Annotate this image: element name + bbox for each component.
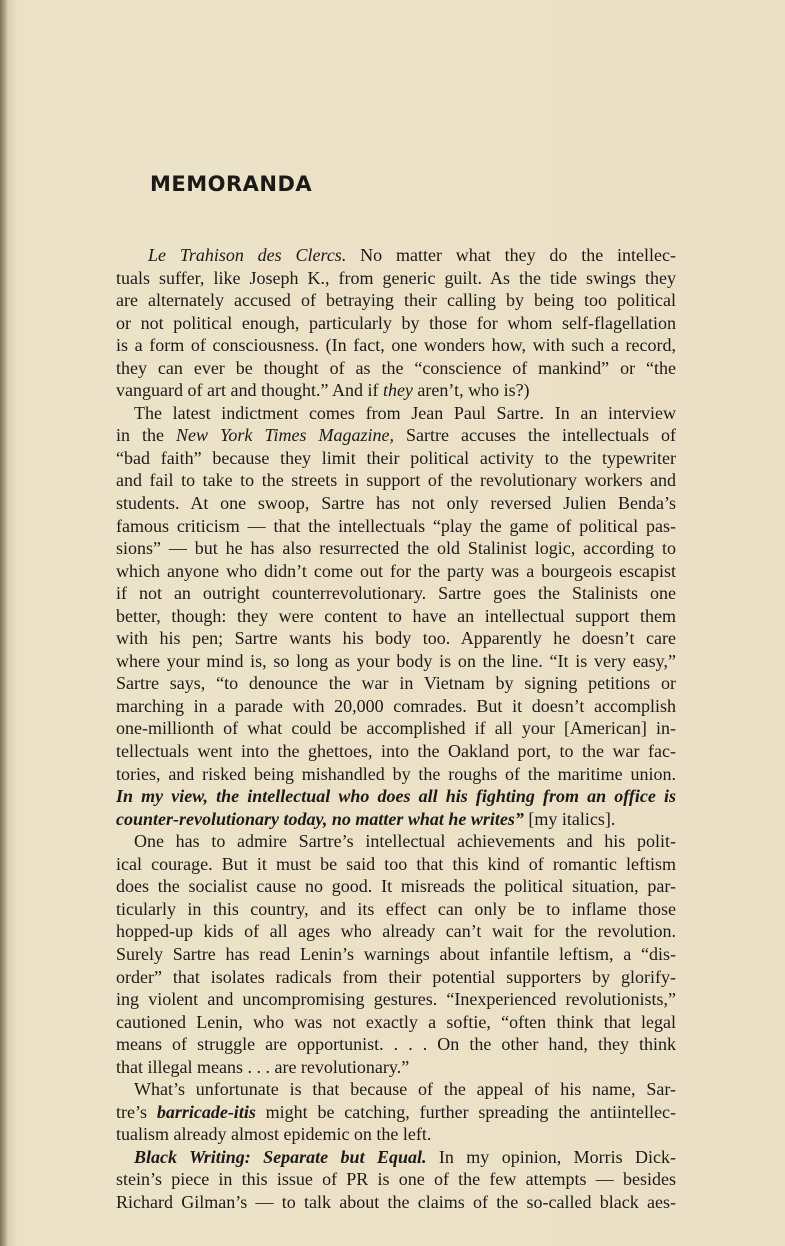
text-run: one-millionth of what could be accomplished if all your [American] in- bbox=[116, 718, 676, 739]
italic-run: Black Writing: Separate but Equal. bbox=[134, 1146, 427, 1167]
text-run: and fail to take to the streets in support of the revolutionary workers and bbox=[116, 470, 676, 491]
text-line bbox=[116, 1033, 676, 1056]
book-spine-shadow bbox=[0, 0, 8, 1246]
text-run: The latest indictment comes from Jean Paul Sartre. In an interview bbox=[134, 402, 676, 423]
text-line bbox=[116, 943, 676, 966]
text-run: students. At one swoop, Sartre has not only reversed Julien Benda’s bbox=[116, 493, 676, 514]
text-run: are alternately accused of betraying their calling by being too political bbox=[116, 290, 676, 311]
text-run: tories, and risked being mishandled by the roughs of the maritime union. bbox=[116, 763, 676, 784]
text-run: Sartre says, “to denounce the war in Vietnam by signing petitions or bbox=[116, 673, 676, 694]
text-line bbox=[116, 267, 676, 290]
text-run: sions” — but he has also resurrected the old Stalinist logic, according to bbox=[116, 538, 676, 559]
text-run: tellectuals went into the ghettoes, into the Oakland port, to the war fac- bbox=[116, 741, 676, 762]
text-line bbox=[116, 785, 676, 808]
text-run: if not an outright counterrevolutionary. Sartre goes the Stalinists one bbox=[116, 583, 676, 604]
text-run: that illegal means . . . are revolutionary.” bbox=[116, 1056, 410, 1077]
text-run: One has to admire Sartre’s intellectual achievements and his polit- bbox=[134, 831, 676, 852]
text-line bbox=[116, 966, 676, 989]
text-run: hopped-up kids of all ages who already can’t wait for the revolution. bbox=[116, 921, 676, 942]
text-line bbox=[116, 334, 676, 357]
text-line bbox=[116, 1056, 676, 1079]
text-line bbox=[116, 853, 676, 876]
text-line bbox=[116, 763, 676, 786]
text-line: counter-revolutionary today, no matter what he writes” [my italics]. bbox=[116, 808, 616, 829]
text-run: better, though: they were content to have an intellectual support them bbox=[116, 605, 676, 626]
text-line bbox=[116, 875, 676, 898]
text-line bbox=[116, 1123, 676, 1146]
text-line bbox=[116, 920, 676, 943]
text-line bbox=[116, 560, 676, 583]
text-line bbox=[116, 357, 676, 380]
text-line bbox=[116, 1011, 676, 1034]
text-run: or not political enough, particularly by those for whom self-flagellation bbox=[116, 312, 676, 333]
text-run: ical courage. But it must be said too that this kind of romantic leftism bbox=[116, 853, 676, 874]
italic-run: In my view, the intellectual who does all his fighting from an office is bbox=[116, 786, 676, 807]
italic-run: Le Trahison des Clercs. bbox=[148, 245, 347, 265]
text-run: they can ever be thought of as the “conscience of mankind” or “the bbox=[116, 357, 676, 378]
text-line bbox=[116, 650, 676, 673]
text-run: “bad faith” because they limit their political activity to the typewriter bbox=[116, 447, 676, 468]
text-line bbox=[116, 672, 676, 695]
text-line bbox=[116, 515, 676, 538]
text-line bbox=[116, 312, 676, 335]
text-line bbox=[116, 537, 676, 560]
italic-run: counter-revolutionary today, no matter what he writes” bbox=[116, 808, 524, 829]
text-line bbox=[116, 447, 676, 470]
article-body bbox=[116, 244, 676, 1214]
italic-run: they bbox=[382, 380, 413, 401]
text-line: tre’s barricade-itis might be catching, further spreading the antiintellec- bbox=[116, 1101, 676, 1122]
text-run: marching in a parade with 20,000 comrades. But it doesn’t accomplish bbox=[116, 695, 676, 716]
text-line bbox=[116, 1191, 676, 1214]
italic-run: New York Times Magazine, bbox=[176, 425, 394, 446]
text-line: Le Trahison des Clercs. No matter what they do the intellec- bbox=[148, 245, 676, 265]
text-run: with his pen; Sartre wants his body too. Apparently he doesn’t care bbox=[116, 628, 676, 649]
text-run: cautioned Lenin, who was not exactly a softie, “often think that legal bbox=[116, 1011, 676, 1032]
text-line bbox=[116, 1078, 676, 1101]
text-line bbox=[116, 1168, 676, 1191]
text-line bbox=[116, 492, 676, 515]
text-run: does the socialist cause no good. It misreads the political situation, par- bbox=[116, 876, 676, 897]
text-run: tualism already almost epidemic on the left. bbox=[116, 1124, 432, 1145]
text-run: stein’s piece in this issue of PR is one of the few attempts — besides bbox=[116, 1169, 676, 1190]
text-line bbox=[116, 695, 676, 718]
section-title: MEMORANDA bbox=[150, 172, 313, 196]
text-line bbox=[116, 988, 676, 1011]
text-run: tuals suffer, like Joseph K., from generic guilt. As the tide swings they bbox=[116, 267, 676, 288]
text-line bbox=[116, 289, 676, 312]
text-line bbox=[116, 627, 676, 650]
text-run: is a form of consciousness. (In fact, one wonders how, with such a record, bbox=[116, 335, 676, 356]
text-run: What’s unfortunate is that because of the appeal of his name, Sar- bbox=[134, 1079, 676, 1100]
text-line: in the New York Times Magazine, Sartre accuses the intellectuals of bbox=[116, 425, 676, 446]
text-line bbox=[116, 402, 676, 425]
text-run: order” that isolates radicals from their potential supporters by glorify- bbox=[116, 966, 676, 987]
italic-run: barricade-itis bbox=[156, 1101, 256, 1122]
text-run: ticularly in this country, and its effect can only be to inflame those bbox=[116, 898, 676, 919]
text-line bbox=[116, 898, 676, 921]
text-line bbox=[116, 830, 676, 853]
text-run: where your mind is, so long as your body is on the line. “It is very easy,” bbox=[116, 650, 676, 671]
text-run: means of struggle are opportunist. . . . On the other hand, they think bbox=[116, 1034, 676, 1055]
text-line bbox=[116, 469, 676, 492]
text-line bbox=[116, 717, 676, 740]
text-line bbox=[116, 605, 676, 628]
text-line: Black Writing: Separate but Equal. In my opinion, Morris Dick- bbox=[134, 1146, 676, 1167]
text-run: Richard Gilman’s — to talk about the claims of the so-called black aes- bbox=[116, 1191, 676, 1212]
text-run: famous criticism — that the intellectuals “play the game of political pas- bbox=[116, 515, 676, 536]
text-line bbox=[116, 740, 676, 763]
text-run: Surely Sartre has read Lenin’s warnings about infantile leftism, a “dis- bbox=[116, 943, 676, 964]
text-line: vanguard of art and thought.” And if they aren’t, who is?) bbox=[116, 380, 530, 401]
text-run: which anyone who didn’t come out for the party was a bourgeois escapist bbox=[116, 560, 676, 581]
text-run: ing violent and uncompromising gestures. “Inexperienced revolutionists,” bbox=[116, 989, 676, 1010]
text-line bbox=[116, 582, 676, 605]
